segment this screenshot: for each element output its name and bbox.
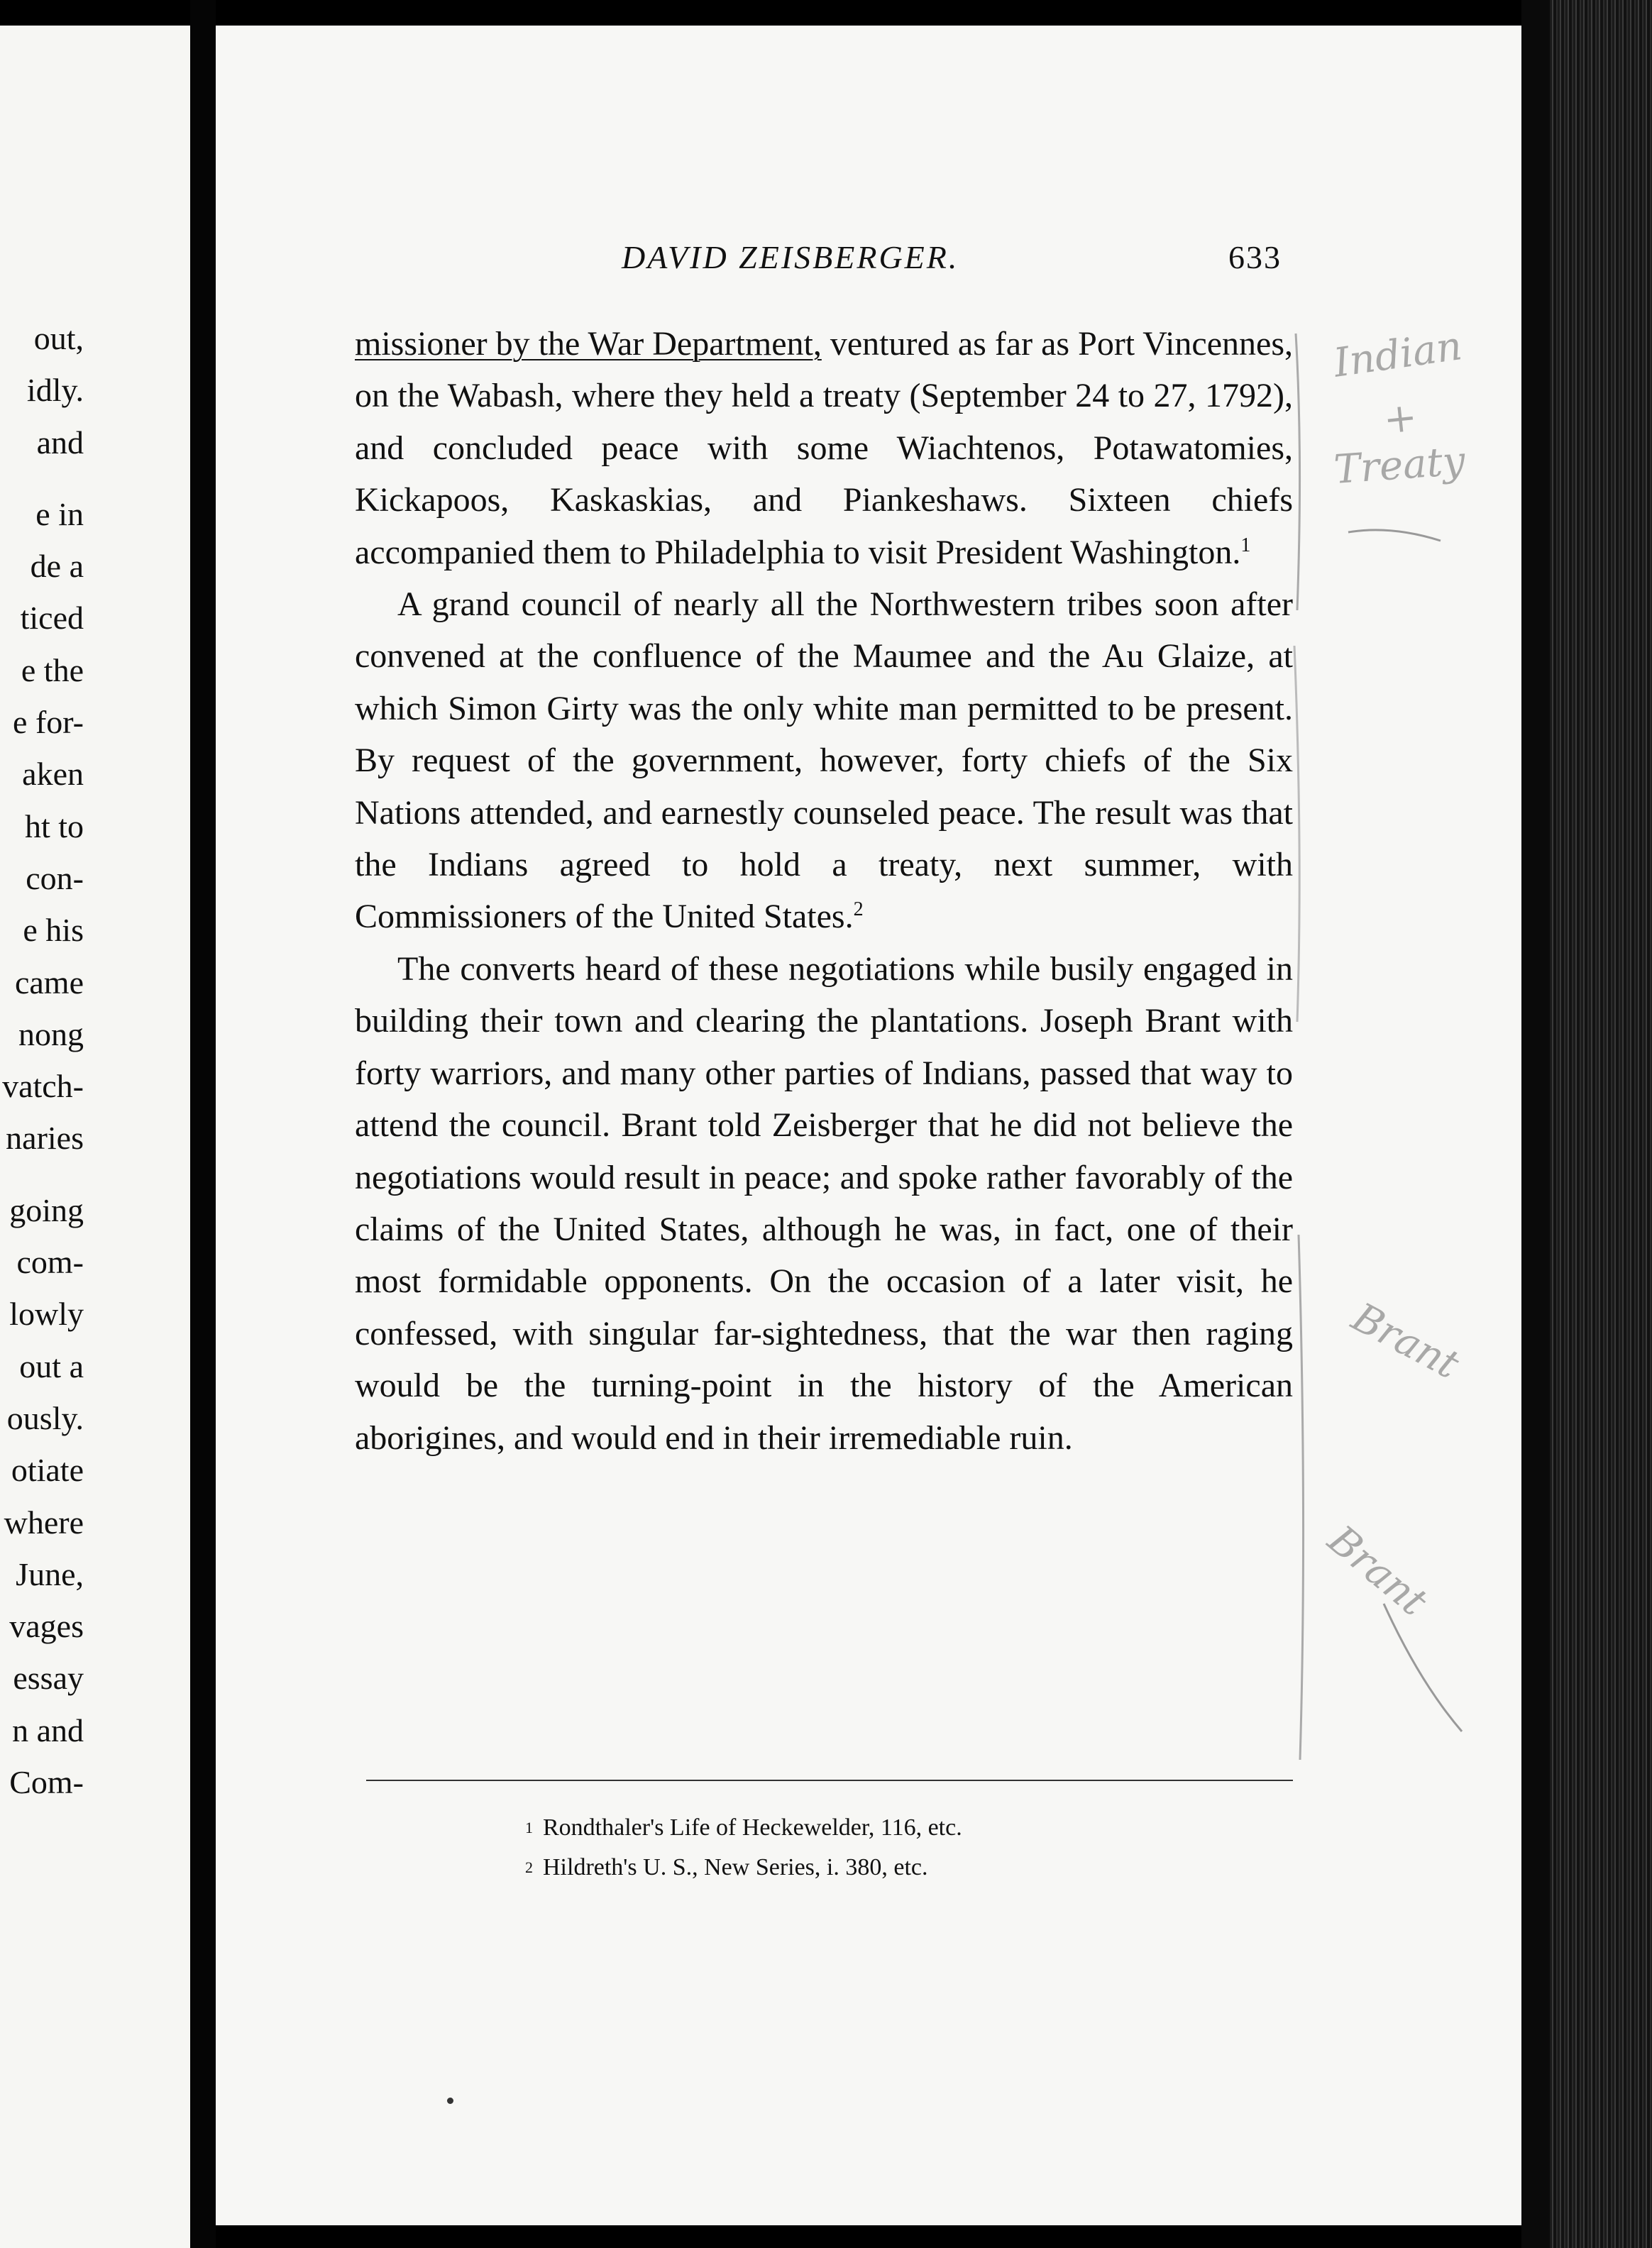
left-line: Com- bbox=[9, 1764, 84, 1801]
margin-note: Indian bbox=[1331, 323, 1465, 387]
left-line: ht to bbox=[24, 808, 84, 844]
footnote-reference: 1 bbox=[1240, 534, 1251, 556]
underlined-phrase: missioner by the War Department, bbox=[355, 325, 822, 363]
paragraph-text: A grand council of nearly all the Northwestern tribes soon after convened at the confluence of the Maumee and the Au Glaize, at which Simon Girty was the only white man permitted to be present. By request of the government, however, forty chiefs of the Six Nations attended, and earnestly counseled peace. The result was that the Indians agreed to hold a treaty, next summer, with Commissioners of the United States. bbox=[355, 585, 1293, 936]
paragraph-2 bbox=[355, 578, 1293, 943]
left-line: n and bbox=[12, 1712, 84, 1748]
paragraph-3 bbox=[355, 943, 1293, 1464]
left-line: e for- bbox=[13, 704, 84, 741]
left-page-text-fragments bbox=[0, 312, 190, 1808]
ink-speck bbox=[447, 2098, 453, 2104]
footnote-mark: 2 bbox=[525, 1858, 533, 1876]
book-page-edges bbox=[1550, 0, 1652, 2248]
left-line: otiate bbox=[11, 1452, 84, 1489]
left-line: de a bbox=[30, 548, 84, 585]
page-number: 633 bbox=[1228, 239, 1282, 275]
left-line: ously. bbox=[6, 1399, 84, 1436]
left-line: out a bbox=[19, 1348, 84, 1384]
left-line: e in bbox=[35, 495, 84, 532]
left-line: lowly bbox=[9, 1296, 84, 1333]
margin-note: Brant bbox=[1344, 1294, 1467, 1389]
left-line: e the bbox=[21, 651, 84, 688]
left-line: June, bbox=[16, 1555, 84, 1592]
footnote-mark: 1 bbox=[525, 1819, 533, 1836]
left-line: where bbox=[4, 1504, 84, 1541]
left-line: aken bbox=[22, 756, 84, 793]
paragraph-text: ventured as far as Port Vincennes, on the Wabash, where they held a treaty (September 24 to 27, 1792), and concluded peace with some Wiachtenos, Potawatomies, Kickapoos, Kaskaskias, and Piankeshaws. Sixteen chiefs accompanied them to Philadelphia to visit President Washington. bbox=[355, 325, 1294, 571]
margin-note: Treaty bbox=[1332, 438, 1467, 493]
paragraph-text: The converts heard of these negotiations while busily engaged in building their town and clearing the plantations. Joseph Brant with forty warriors, and many other parties of Indians, passed that way to attend the council. Brant told Zeisberger that he did not believe the negotiations would result in peace; and spoke rather favorably of the claims of the United States, although he was, in fact, one of their most formidable opponents. On the occasion of a later visit, he confessed, with singular far-sightedness, that the war then raging would be the turning-point in the history of the American aborigines, and would end in their irremediable ruin. bbox=[355, 949, 1293, 1457]
page-edge-shadow bbox=[1521, 0, 1550, 2248]
footnote-text: Rondthaler's Life of Heckewelder, 116, etc. bbox=[543, 1814, 962, 1841]
footnotes bbox=[525, 1808, 1277, 1888]
left-paragraph-gap bbox=[0, 468, 190, 488]
left-line: ticed bbox=[20, 600, 84, 637]
book-gutter bbox=[190, 0, 216, 2248]
left-line: e his bbox=[23, 912, 84, 949]
left-line: and bbox=[36, 424, 84, 461]
left-line: naries bbox=[6, 1120, 84, 1157]
left-line: going bbox=[9, 1191, 84, 1228]
left-paragraph-gap bbox=[0, 1164, 190, 1184]
left-line: vatch- bbox=[2, 1068, 84, 1105]
running-title: DAVID ZEISBERGER. bbox=[622, 239, 959, 275]
footnote-2 bbox=[525, 1848, 1277, 1888]
left-line: vages bbox=[9, 1608, 84, 1645]
running-head bbox=[622, 238, 1289, 281]
footnote-1 bbox=[525, 1808, 1277, 1848]
footnote-text: Hildreth's U. S., New Series, i. 380, etc. bbox=[543, 1854, 928, 1880]
body-text bbox=[355, 318, 1293, 1464]
left-line: came bbox=[14, 964, 84, 1001]
paragraph-1 bbox=[355, 318, 1293, 578]
margin-notes bbox=[1292, 312, 1519, 1838]
left-line: con- bbox=[26, 859, 84, 896]
left-line: nong bbox=[18, 1015, 84, 1052]
footnote-reference: 2 bbox=[853, 898, 864, 921]
left-line: out, bbox=[33, 320, 84, 356]
left-line: idly. bbox=[26, 372, 84, 409]
left-line: essay bbox=[13, 1660, 84, 1697]
margin-note: Brant bbox=[1319, 1516, 1436, 1626]
left-page bbox=[0, 26, 190, 2248]
footnote-divider bbox=[366, 1780, 1293, 1781]
margin-note: + bbox=[1381, 394, 1420, 443]
left-line: com- bbox=[16, 1244, 84, 1281]
